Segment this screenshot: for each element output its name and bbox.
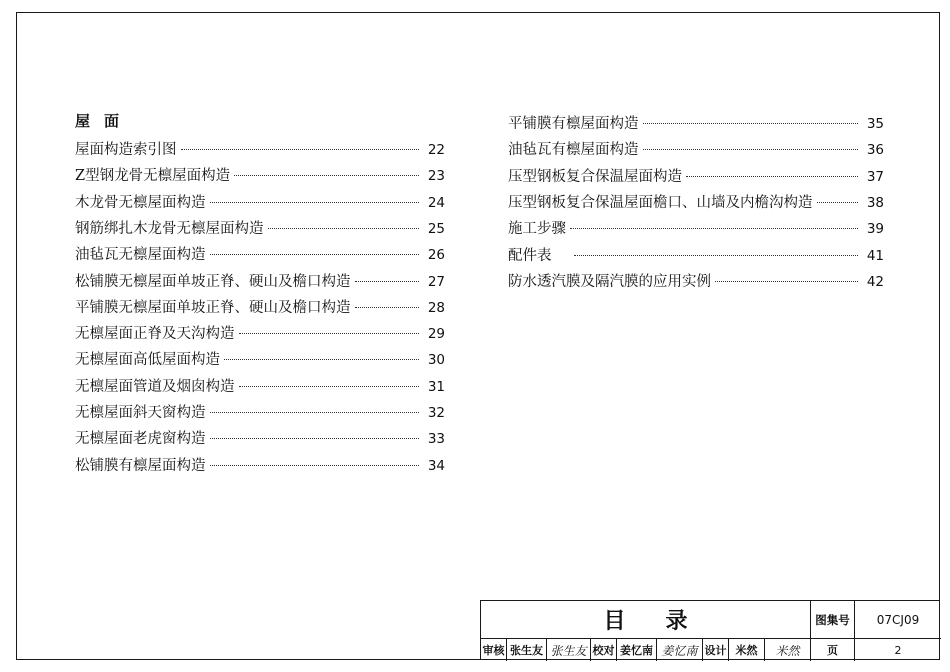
toc-entry	[75, 296, 445, 318]
toc-leader-dots	[268, 228, 420, 229]
toc-entry-title: 平铺膜有檩屋面构造	[508, 116, 639, 132]
designer-signature: 米然	[765, 639, 811, 661]
toc-entry-page: 22	[427, 142, 445, 158]
toc-entry-page: 39	[866, 221, 884, 238]
toc-entry	[508, 270, 884, 292]
toc-entry	[75, 375, 445, 397]
toc-entry-title: 油毡瓦有檩屋面构造	[508, 142, 639, 159]
toc-entry-page: 36	[866, 142, 884, 159]
toc-entry-page: 33	[427, 431, 445, 448]
check-label: 校对	[591, 639, 617, 661]
toc-entry-page: 30	[427, 352, 445, 369]
signature-row	[481, 639, 941, 661]
toc-entry-title: 配件表	[508, 247, 552, 264]
toc-entry-page: 42	[866, 273, 884, 290]
toc-entry-page: 34	[427, 457, 445, 474]
toc-entry	[508, 244, 884, 266]
toc-leader-dots	[210, 438, 420, 439]
toc-leader-dots	[181, 149, 420, 150]
toc-entry-title: 无檩屋面斜天窗构造	[75, 405, 206, 421]
toc-entry	[508, 191, 884, 213]
toc-leader-dots	[643, 123, 859, 124]
toc-entry	[508, 138, 884, 160]
toc-leader-dots	[574, 255, 859, 256]
toc-entry-title: 平铺膜无檩屋面单坡正脊、硬山及檐口构造	[75, 299, 351, 316]
toc-entry-page: 25	[427, 220, 445, 237]
toc-leader-dots	[224, 359, 419, 360]
toc-entry	[75, 191, 445, 213]
toc-entry-title: 无檩屋面高低屋面构造	[75, 352, 220, 369]
toc-entry-page: 31	[427, 378, 445, 395]
toc-entry	[75, 164, 445, 186]
toc-leader-dots	[643, 149, 859, 150]
toc-entry	[75, 348, 445, 370]
toc-entry	[75, 401, 445, 423]
toc-leader-dots	[239, 386, 420, 387]
toc-entry-page: 26	[427, 247, 445, 264]
toc-entry	[508, 217, 884, 239]
toc-entry-title: 无檩屋面管道及烟囱构造	[75, 378, 235, 395]
toc-entry	[75, 243, 445, 265]
toc-leader-dots	[355, 307, 420, 308]
checker-name: 姜忆南	[617, 639, 657, 661]
review-label: 审核	[481, 639, 507, 661]
toc-entry-page: 41	[866, 247, 884, 264]
toc-leader-dots	[239, 333, 420, 334]
toc-leader-dots	[817, 202, 859, 203]
toc-entry-page: 29	[427, 326, 445, 343]
toc-entry-title: 钢筋绑扎木龙骨无檩屋面构造	[75, 220, 264, 237]
atlas-number: 07CJ09	[855, 601, 941, 639]
title-block	[480, 600, 940, 660]
toc-leader-dots	[210, 254, 420, 255]
toc-entry-page: 27	[427, 273, 445, 290]
toc-entry-page: 38	[866, 194, 884, 211]
toc-entry-page: 37	[866, 168, 884, 185]
designer-name: 米然	[729, 639, 765, 661]
reviewer-signature: 张生友	[547, 639, 591, 661]
toc-entry-page: 24	[427, 194, 445, 211]
section-heading: 屋面	[75, 112, 134, 130]
toc-entry	[75, 427, 445, 449]
toc-leader-dots	[210, 465, 420, 466]
toc-leader-dots	[570, 228, 858, 229]
atlas-number-label: 图集号	[811, 601, 855, 639]
toc-entry	[508, 112, 884, 134]
toc-leader-dots	[210, 412, 420, 413]
toc-entry-page: 28	[427, 299, 445, 316]
page-number: 2	[894, 643, 902, 657]
toc-entry	[75, 454, 445, 476]
design-label: 设计	[703, 639, 729, 661]
toc-leader-dots	[234, 175, 419, 176]
toc-entry-title: 无檩屋面老虎窗构造	[75, 431, 206, 448]
toc-entry-title: 松铺膜有檩屋面构造	[75, 457, 206, 474]
toc-entry	[75, 138, 445, 160]
page-label: 页	[811, 639, 855, 661]
toc-entry-title: Z型钢龙骨无檩屋面构造	[75, 168, 231, 185]
toc-entry	[75, 322, 445, 344]
toc-entry	[75, 270, 445, 292]
toc-entry-title: 无檩屋面正脊及天沟构造	[75, 326, 235, 343]
toc-entry-title: 松铺膜无檩屋面单坡正脊、硬山及檐口构造	[75, 273, 351, 290]
toc-entry	[508, 165, 884, 187]
toc-leader-dots	[686, 176, 858, 177]
toc-leader-dots	[355, 281, 420, 282]
toc-entry-title: 木龙骨无檩屋面构造	[75, 194, 206, 211]
checker-signature: 姜忆南	[657, 639, 703, 661]
toc-entry-title: 压型钢板复合保温屋面构造	[508, 168, 682, 185]
toc-leader-dots	[715, 281, 858, 282]
toc-entry-page: 35	[866, 116, 884, 132]
toc-entry-title: 施工步骤	[508, 221, 566, 238]
toc-entry-page: 32	[427, 405, 445, 421]
toc-entry-title: 屋面构造索引图	[75, 142, 177, 158]
drawing-title: 目录	[481, 601, 811, 639]
toc-entry	[75, 217, 445, 239]
toc-leader-dots	[210, 202, 420, 203]
toc-entry-page: 23	[427, 168, 445, 185]
reviewer-name: 张生友	[507, 639, 547, 661]
toc-entry-title: 油毡瓦无檩屋面构造	[75, 247, 206, 264]
toc-entry-title: 防水透汽膜及隔汽膜的应用实例	[508, 273, 711, 290]
toc-entry-title: 压型钢板复合保温屋面檐口、山墙及内檐沟构造	[508, 194, 813, 211]
